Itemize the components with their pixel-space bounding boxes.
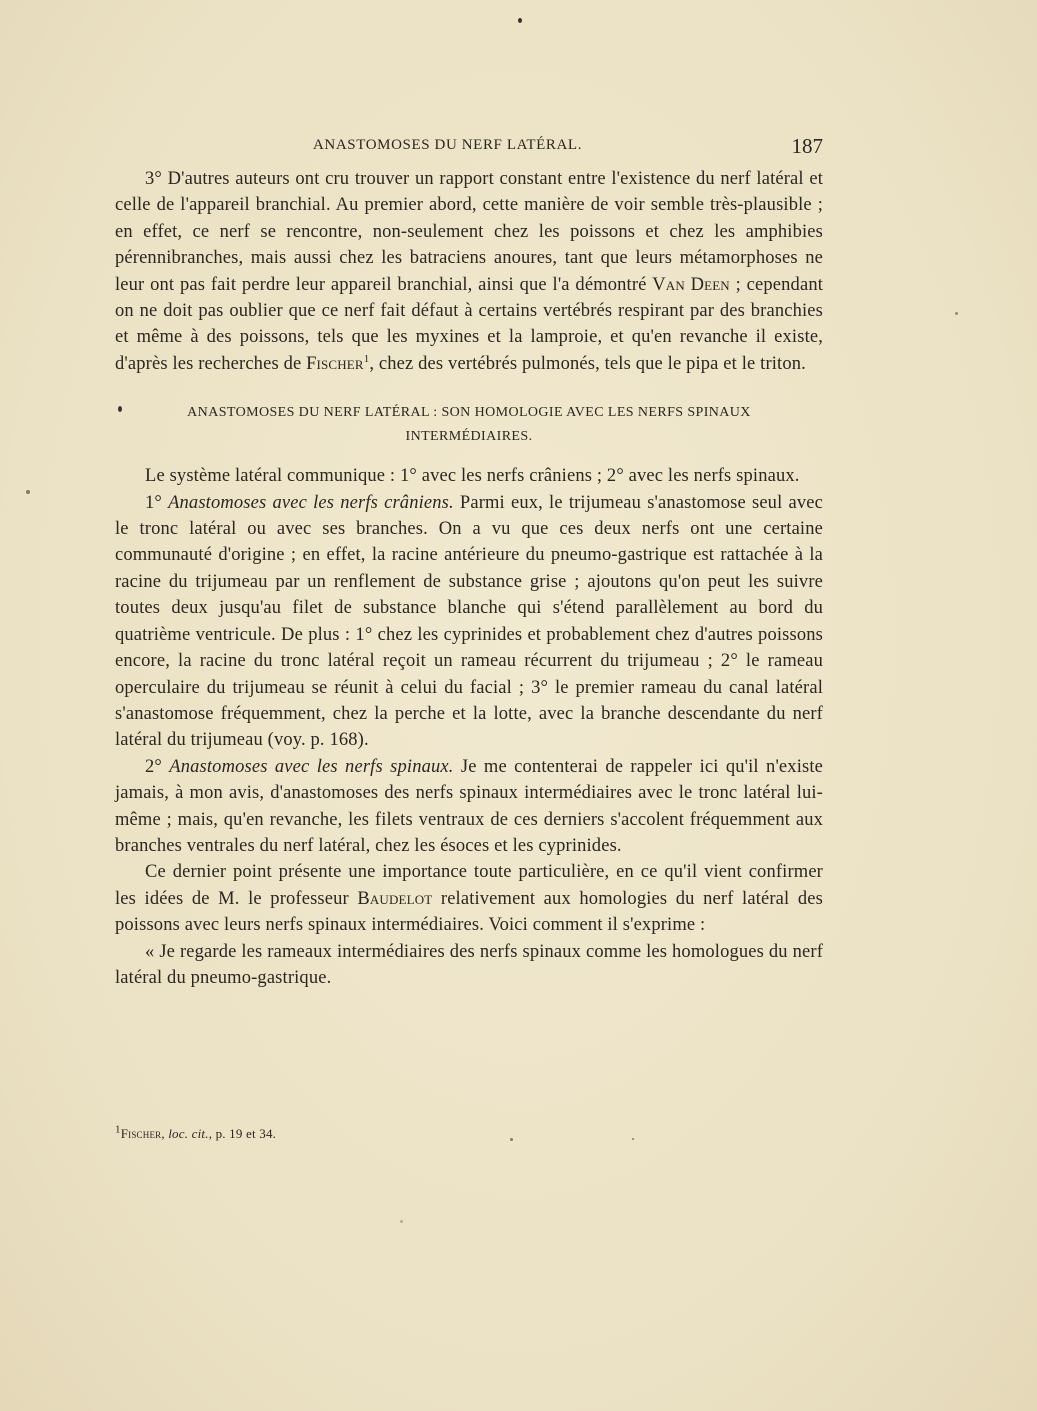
paper-speck (518, 18, 522, 23)
page-header (115, 135, 823, 159)
author-name: Fischer (306, 353, 364, 374)
paper-speck (118, 406, 122, 412)
paragraph-4: 2° Anastomoses avec les nerfs spinaux. Je me contenterai de rappeler ici qu'il n'existe jamais, à mon avis, d'anastomoses des nerfs spinaux intermédiaires avec le tronc latéral lui-même ; mais, qu'en revanche, les filets ventraux de ces derniers s'accolent fréquemment aux branches ventrales du nerf latéral, chez les ésoces et les cyprinides. (115, 756, 823, 856)
paragraph-6: « Je regarde les rameaux intermédiaires des nerfs spinaux comme les homologues du nerf latéral du pneumo-gastrique. (115, 941, 823, 988)
section-heading (115, 401, 823, 449)
footnote-marker: 1 (115, 1123, 121, 1136)
author-name: Baudelot (357, 888, 433, 909)
paper-speck (26, 490, 30, 494)
paragraph-2: Le système latéral communique : 1° avec les nerfs crâniens ; 2° avec les nerfs spinaux. (145, 466, 800, 487)
section-heading-line: ANASTOMOSES DU NERF LATÉRAL : SON HOMOLOGIE AVEC LES NERFS SPINAUX (187, 405, 751, 421)
paper-speck (510, 1138, 513, 1141)
footnote-author: Fischer (120, 1126, 162, 1141)
subsection-title: Anastomoses avec les nerfs spinaux. (169, 756, 454, 777)
running-title: ANASTOMOSES DU NERF LATÉRAL. (313, 137, 583, 153)
author-name: Van Deen (652, 274, 730, 295)
footnote-pages: , p. 19 et 34. (208, 1126, 277, 1141)
footnote: $^1$Fischer, loc. cit., p. 19 et 34. (115, 1123, 277, 1141)
paper-speck (955, 312, 958, 315)
page-number: 187 (791, 134, 823, 158)
footnote-ref-text: loc. cit. (168, 1126, 209, 1141)
paragraph-5: Ce dernier point présente une importance toute particulière, en ce qu'il vient confirmer les idées de M. le professeur Baudelot relativement aux homologies du nerf latéral des poissons avec leurs nerfs spinaux intermédiaires. Voici comment il s'exprime : (115, 862, 823, 936)
paragraph-1: 3° D'autres auteurs ont cru trouver un rapport constant entre l'existence du nerf latéral et celle de l'appareil branchial. Au premier abord, cette manière de voir semble très-plausible ; en effet, ce nerf se rencontre, non-seulement chez les poissons et chez les amphibies pérennibranches, mais aussi chez les batraciens anoures, tant que leurs métamorphoses ne leur ont pas fait perdre leur appareil branchial, ainsi que l'a démontré Van Deen ; cependant on ne doit pas oublier que ce nerf fait défaut à certains vertébrés respirant par des branchies et même à des poissons, tels que les myxines et la lamproie, et qu'en revanche il existe, d'après les recherches de Fischer$^1$, chez des vertébrés pulmonés, tels que le pipa et le triton. (115, 169, 824, 374)
body-text (115, 166, 823, 991)
subsection-title: Anastomoses avec les nerfs crâniens. (168, 492, 454, 513)
section-heading-line: INTERMÉDIAIRES. (405, 429, 533, 445)
paragraph-3: 1° Anastomoses avec les nerfs crâniens. Parmi eux, le trijumeau s'anastomose seul avec le tronc latéral ou avec ses branches. On a vu que ces deux nerfs ont une certaine communauté d'origine ; en effet, la racine antérieure du pneumo-gastrique est rattachée à la racine du trijumeau par un renflement de substance grise ; ajoutons qu'on peut les suivre toutes deux jusqu'au filet de substance blanche qui s'étend parallèlement au bord du quatrième ventricule. De plus : 1° chez les cyprinides et probablement chez d'autres poissons encore, la racine du tronc latéral reçoit un rameau récurrent du trijumeau ; 2° le rameau operculaire du trijumeau se réunit à celui du facial ; 3° le premier rameau du canal latéral s'anastomose fréquemment, chez la perche et la lotte, avec la branche descendante du nerf latéral du trijumeau (voy. p. 168). (115, 492, 823, 751)
paper-speck (400, 1220, 403, 1223)
paper-speck (632, 1138, 634, 1140)
footnote-ref: 1 (363, 352, 370, 365)
